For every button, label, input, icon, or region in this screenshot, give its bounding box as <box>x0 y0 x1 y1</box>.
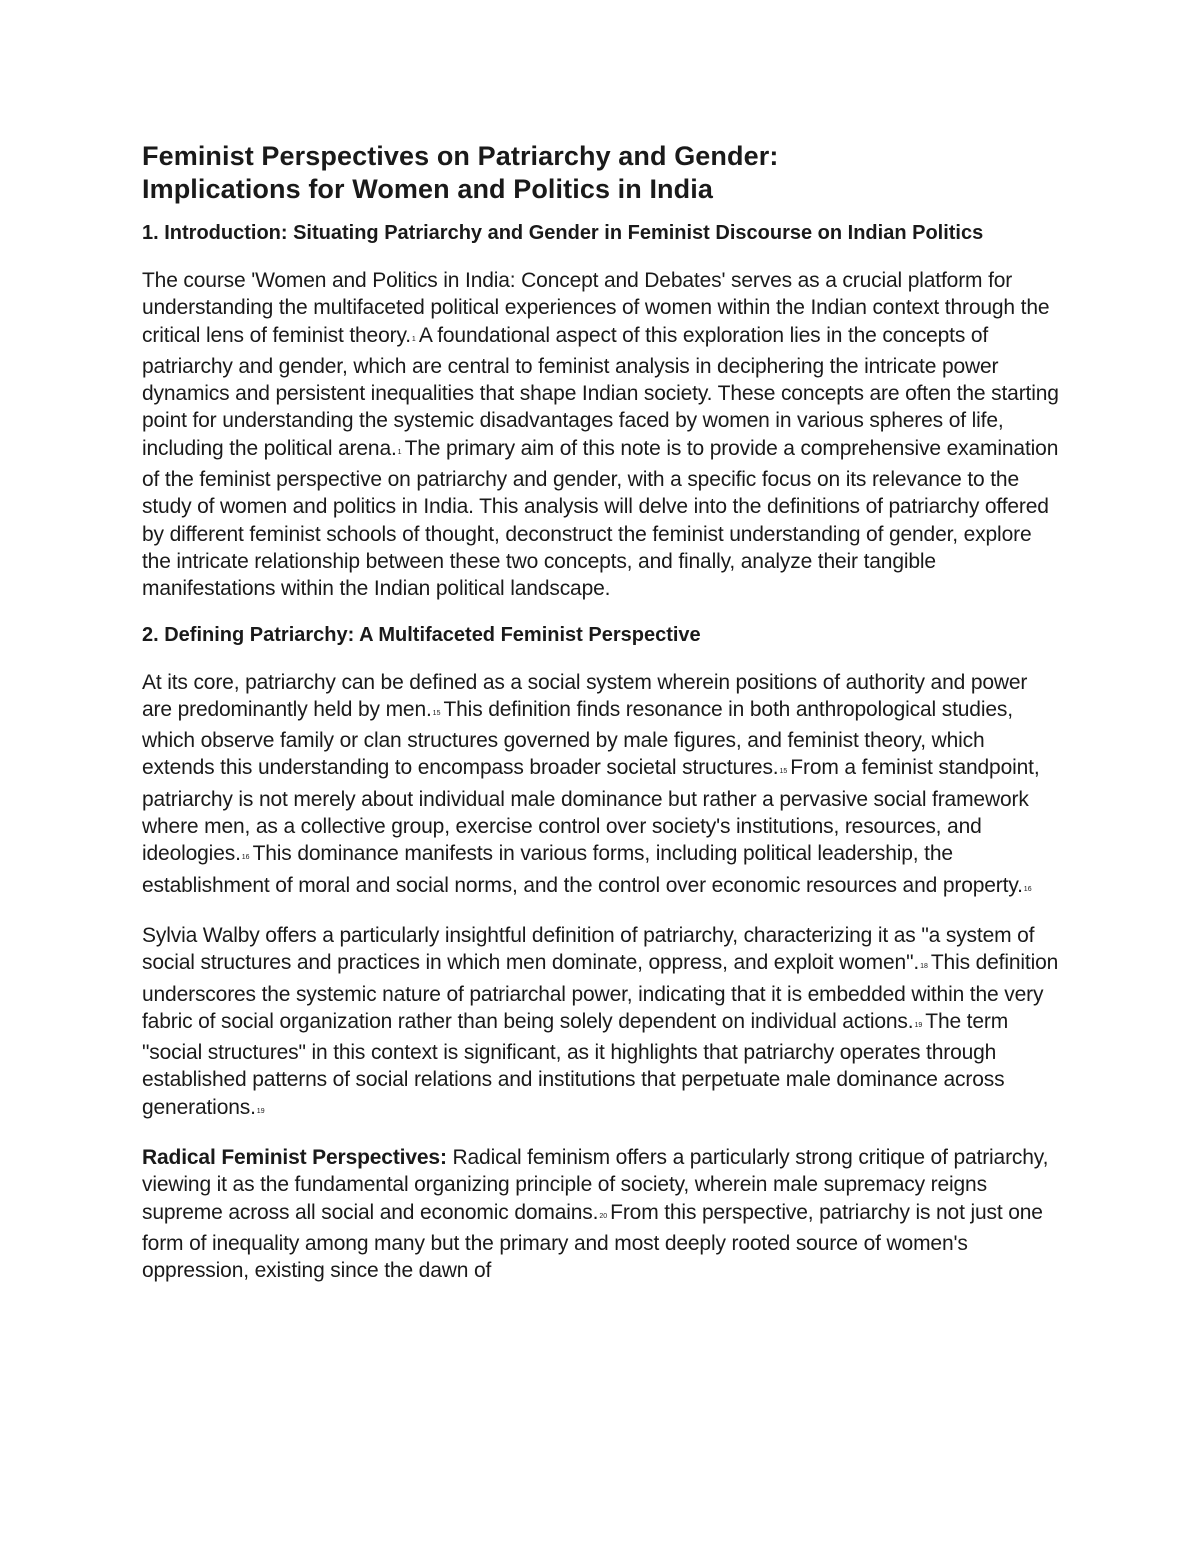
section-1-paragraph-1 <box>142 267 1062 603</box>
document-page <box>142 140 1062 1304</box>
sentence: The course 'Women and Politics in India: Concept and Debates' serves as a crucial platform for understanding the multifaceted political experiences of women within the Indian context through the critical lens of feminist theory. <box>142 269 1050 347</box>
footnote-marker[interactable]: 15 <box>432 709 441 717</box>
footnote-marker[interactable]: 16 <box>1023 885 1032 893</box>
footnote-marker[interactable]: 1 <box>411 335 416 343</box>
sentence: From this perspective, patriarchy is not just one form of inequality among many but the primary and most deeply rooted source of women's oppression, existing since the dawn of <box>142 1200 1043 1283</box>
section-2-paragraph-1 <box>142 669 1062 903</box>
document-title <box>142 140 1062 206</box>
sentence: At its core, patriarchy can be defined as a social system wherein positions of authority and power are predominantly held by men. <box>142 670 1028 721</box>
section-1-heading: 1. Introduction: Situating Patriarchy and Gender in Feminist Discourse on Indian Politics <box>142 222 984 244</box>
footnote-marker[interactable]: 16 <box>241 854 250 862</box>
title-line-2: Implications for Women and Politics in India <box>142 174 713 204</box>
radical-feminist-lead: Radical Feminist Perspectives: <box>142 1146 447 1170</box>
sentence: Radical feminism offers a particularly strong critique of patriarchy, viewing it as the fundamental organizing principle of society, wherein male supremacy reigns supreme across all social and economic domains. <box>142 1146 1049 1224</box>
sentence: This definition underscores the systemic nature of patriarchal power, indicating that it is embedded within the very fabric of social organization rather than being solely dependent on individual actions. <box>142 951 1059 1033</box>
section-2-heading: 2. Defining Patriarchy: A Multifaceted Feminist Perspective <box>142 623 701 646</box>
footnote-marker[interactable]: 15 <box>779 768 788 776</box>
sentence: A foundational aspect of this exploration lies in the concepts of patriarchy and gender, which are central to feminist analysis in deciphering the intricate power dynamics and persistent inequalities that shape Indian society. These concepts are often the starting point for understanding the systemic disadvantages faced by women in various spheres of life, including the political arena. <box>142 323 1059 460</box>
footnote-marker[interactable]: 19 <box>256 1107 265 1115</box>
title-line-1: Feminist Perspectives on Patriarchy and Gender: <box>142 141 779 171</box>
sentence: From a feminist standpoint, patriarchy is not merely about individual male dominance but rather a pervasive social framework where men, as a collective group, exercise control over society's institutions, resources, and ideologies. <box>142 756 1040 866</box>
section-2-paragraph-3 <box>142 1144 1062 1284</box>
footnote-marker[interactable]: 19 <box>914 1021 923 1029</box>
sentence: Sylvia Walby offers a particularly insightful definition of patriarchy, characterizing it as "a system of social structures and practices in which men dominate, oppress, and exploit women". <box>142 923 1035 975</box>
footnote-marker[interactable]: 20 <box>599 1212 608 1220</box>
section-2-paragraph-2 <box>142 922 1062 1125</box>
sentence: The primary aim of this note is to provide a comprehensive examination of the feminist perspective on patriarchy and gender, with a specific focus on its relevance to the study of women and politics in India. This analysis will delve into the definitions of patriarchy offered by different feminist schools of thought, deconstruct the feminist understanding of gender, explore the intricate relationship between these two concepts, and finally, analyze their tangible manifestations within the Indian political landscape. <box>142 436 1059 601</box>
sentence: The term "social structures" in this context is significant, as it highlights that patriarchy operates through established patterns of social relations and institutions that perpetuate male dominance across generations. <box>142 1009 1009 1119</box>
footnote-marker[interactable]: 1 <box>397 448 402 456</box>
sentence: This definition finds resonance in both anthropological studies, which observe family or clan structures governed by male figures, and feminist theory, which extends this understanding to encompass broader societal structures. <box>142 697 1013 780</box>
footnote-marker[interactable]: 18 <box>920 963 928 971</box>
sentence: This dominance manifests in various forms, including political leadership, the establishment of moral and social norms, and the control over economic resources and property. <box>142 842 1023 897</box>
